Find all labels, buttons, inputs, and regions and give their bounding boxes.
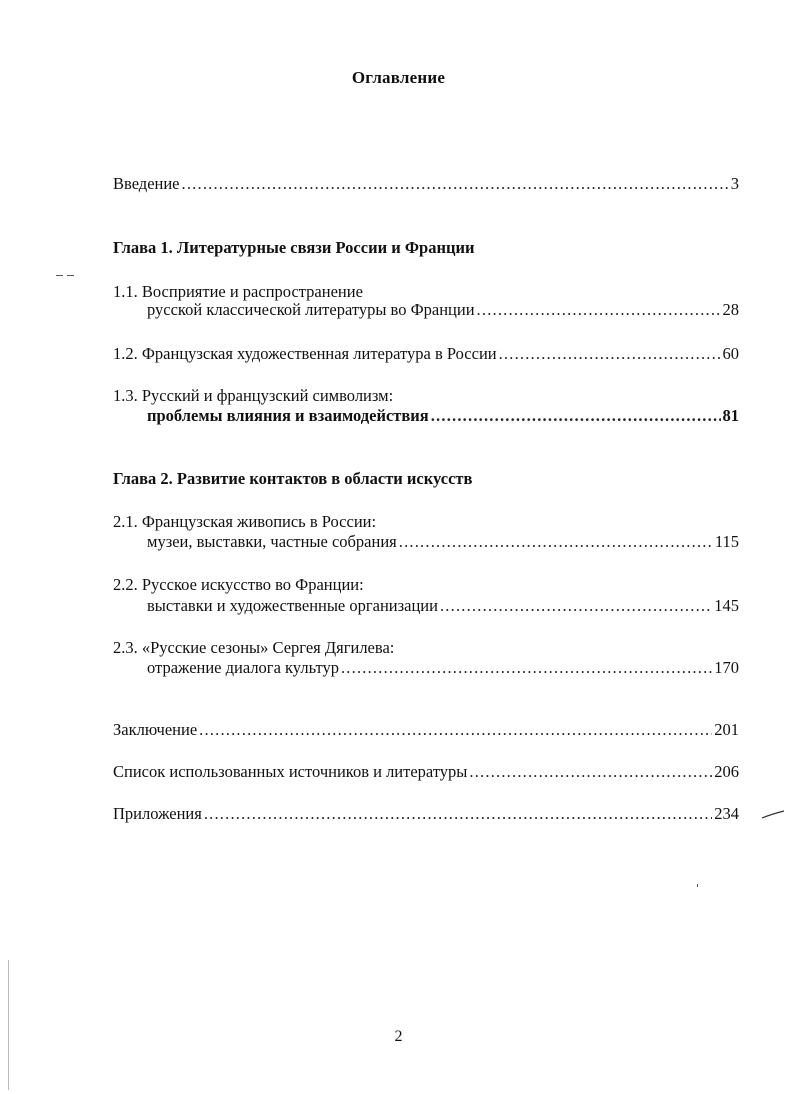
toc-entry-appendix[interactable] xyxy=(113,804,739,826)
toc-entry-2-3[interactable] xyxy=(147,658,739,680)
scan-edge-line xyxy=(8,960,9,1090)
toc-entry-2-3-line1[interactable]: 2.3. «Русские сезоны» Сергея Дягилева: xyxy=(113,638,395,657)
page-number: 2 xyxy=(394,1028,403,1045)
toc-page-number: 170 xyxy=(714,658,739,677)
toc-entry-sources[interactable] xyxy=(113,762,739,784)
toc-entry-2-2-line1[interactable]: 2.2. Русское искусство во Франции: xyxy=(113,575,364,594)
dot-leader xyxy=(431,406,721,426)
toc-entry-label: Приложения xyxy=(113,804,202,823)
toc-entry-1-2[interactable] xyxy=(113,344,739,366)
toc-chapter-1[interactable]: Глава 1. Литературные связи России и Франции xyxy=(113,238,475,257)
dot-leader xyxy=(440,596,712,616)
toc-page-number: 201 xyxy=(714,720,739,739)
toc-entry-label: выставки и художественные организации xyxy=(147,596,438,615)
toc-page-number: 60 xyxy=(722,344,739,363)
scan-mark xyxy=(697,884,698,887)
dot-leader xyxy=(199,720,712,740)
dot-leader xyxy=(499,344,721,364)
toc-page-number: 81 xyxy=(722,406,739,425)
toc-entry-label: проблемы влияния и взаимодействия xyxy=(147,406,429,425)
toc-entry-intro[interactable] xyxy=(113,174,739,196)
toc-entry-label: отражение диалога культур xyxy=(147,658,339,677)
toc-title: Оглавление xyxy=(351,68,446,87)
toc-page-number: 145 xyxy=(714,596,739,615)
toc-entry-label: Список использованных источников и литературы xyxy=(113,762,468,781)
pen-stroke-mark xyxy=(760,808,786,822)
toc-entry-label: русской классической литературы во Франции xyxy=(147,300,475,319)
dot-leader xyxy=(204,804,712,824)
toc-page-number: 3 xyxy=(730,174,739,193)
toc-entry-2-1[interactable] xyxy=(147,532,739,554)
toc-entry-1-1[interactable] xyxy=(147,300,739,322)
toc-entry-1-1-line1[interactable]: 1.1. Восприятие и распространение xyxy=(113,282,363,301)
toc-entry-1-3[interactable] xyxy=(147,406,739,428)
toc-entry-label: Заключение xyxy=(113,720,198,739)
toc-entry-2-1-line1[interactable]: 2.1. Французская живопись в России: xyxy=(113,512,377,531)
dot-leader xyxy=(399,532,713,552)
dot-leader xyxy=(469,762,712,782)
dot-leader xyxy=(182,174,729,194)
toc-entry-label: Введение xyxy=(113,174,180,193)
toc-entry-label: музеи, выставки, частные собрания xyxy=(147,532,397,551)
toc-page-number: 206 xyxy=(714,762,739,781)
toc-entry-2-2[interactable] xyxy=(147,596,739,618)
toc-entry-1-3-line1[interactable]: 1.3. Русский и французский символизм: xyxy=(113,386,394,405)
toc-chapter-2[interactable]: Глава 2. Развитие контактов в области искусств xyxy=(113,469,473,488)
dot-leader xyxy=(477,300,721,320)
scan-mark xyxy=(56,275,63,276)
scan-mark xyxy=(67,275,74,276)
toc-entry-conclusion[interactable] xyxy=(113,720,739,742)
dot-leader xyxy=(341,658,712,678)
toc-entry-label: 1.2. Французская художественная литература в России xyxy=(113,344,497,363)
toc-page-number: 28 xyxy=(722,300,739,319)
toc-page-number: 115 xyxy=(714,532,739,551)
toc-page-number: 234 xyxy=(714,804,739,823)
